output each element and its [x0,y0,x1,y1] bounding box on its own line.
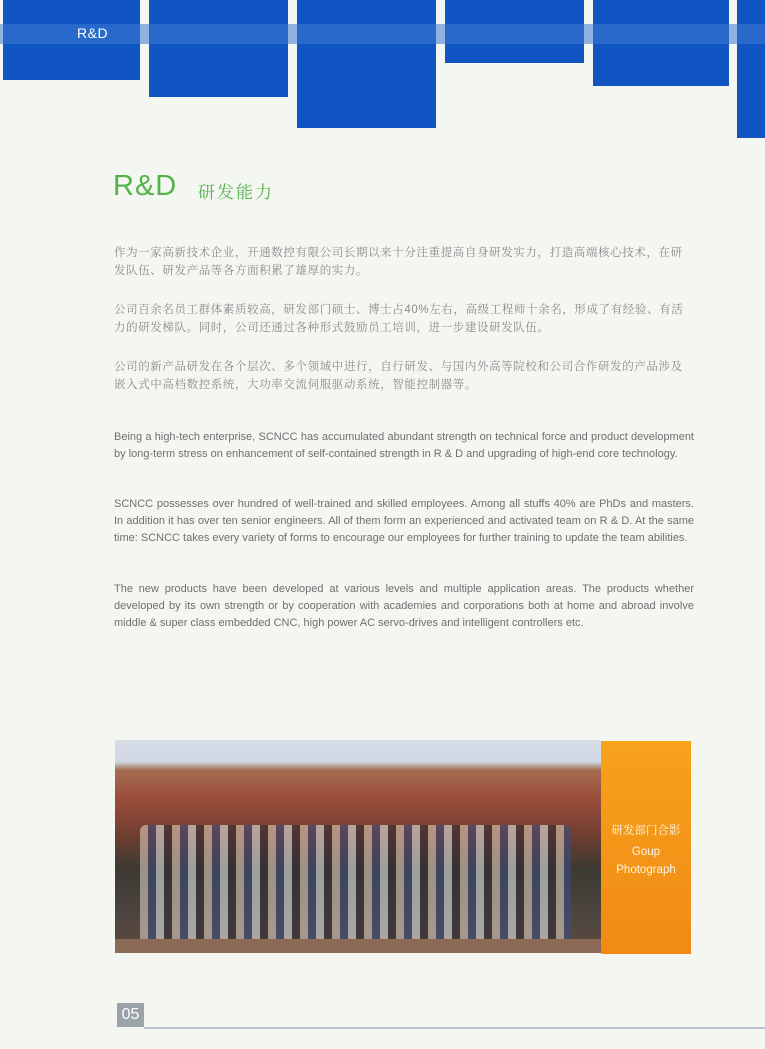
en-paragraph-3: The new products have been developed at various levels and multiple application areas. The products whether developed by its own strength or by cooperation with academies and corporations both at home and abroad involve middle & super class embedded CNC, high power AC servo-drives and intelligent controllers etc. [114,583,694,629]
zh-paragraph-1: 作为一家高新技术企业，开通数控有限公司长期以来十分注重提高自身研发实力，打造高端核心技术，在研发队伍、研发产品等各方面积累了雄厚的实力。 [114,247,683,277]
group-photo-people [140,825,571,945]
section-tab: R&D [77,25,109,41]
photo-caption-en-line2: Photograph [616,864,676,876]
zh-paragraph-3: 公司的新产品研发在各个层次、多个领域中进行，自行研发、与国内外高等院校和公司合作研发的产品涉及嵌入式中高档数控系统，大功率交流伺服驱动系统，智能控制器等。 [114,361,683,391]
photo-caption-box [601,741,691,954]
page-title: R&D [113,170,178,202]
photo-caption-en-line1: Goup [631,846,661,858]
en-paragraph-1: Being a high-tech enterprise, SCNCC has accumulated abundant strength on technical force and product development by long-term stress on enhancement of self-contained strength in R & D and upgrading of high-end core technology. [114,431,694,460]
page-subtitle: 研发能力 [198,183,274,202]
group-photo [115,740,601,953]
photo-caption-zh: 研发部门合影 [611,825,681,837]
header-block-6 [737,0,765,138]
page-number: 05 [117,1003,144,1027]
group-photo-ground [115,939,601,953]
footer-divider [144,1027,765,1029]
header-block-3 [297,0,436,128]
header-band [0,24,765,44]
en-paragraph-2: SCNCC possesses over hundred of well-trained and skilled employees. Among all stuffs 40% are PhDs and masters. In addition it has over ten senior engineers. All of them form an experienced and activated team on R & D. At the same time: SCNCC takes every variety of forms to encourage our employees for further training to update the team abilities. [114,498,694,544]
zh-paragraph-2: 公司百余名员工群体素质较高，研发部门硕士、博士占40%左右，高级工程师十余名，形成了有经验、有活力的研发梯队。同时，公司还通过各种形式鼓励员工培训，进一步建设研发队伍。 [114,304,684,334]
header-block-2 [149,0,288,97]
